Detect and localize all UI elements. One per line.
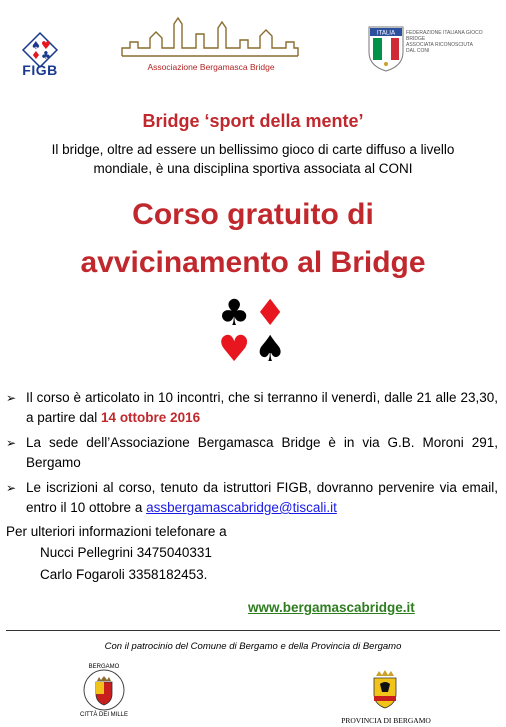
course-details-list <box>6 388 498 523</box>
email-link[interactable]: assbergamascabridge@tiscali.it <box>146 500 337 515</box>
patronage-text: Con il patrocinio del Comune di Bergamo e della Provincia di Bergamo <box>104 641 402 652</box>
website-link[interactable]: www.bergamascabridge.it <box>248 600 415 615</box>
contact-2: Carlo Fogaroli 3358182453. <box>40 567 208 582</box>
intro-text <box>0 140 506 178</box>
contact-1: Nucci Pellegrini 3475040331 <box>40 545 212 560</box>
coni-text <box>406 30 496 54</box>
intro-line: mondiale, è una disciplina sportiva associata al CONI <box>93 161 413 176</box>
bergamo-city-crest <box>82 668 126 712</box>
spades-suit-icon: ♠ <box>254 329 287 370</box>
svg-text:♦: ♦ <box>31 49 41 62</box>
registration-text: Le iscrizioni al corso, tenuto da istruttori FIGB, dovranno pervenire via email, entro il 10 ottobre a <box>26 480 498 515</box>
bergamo-bottom-text: CITTÀ DEI MILLE <box>79 712 128 718</box>
svg-text:♣: ♣ <box>41 49 51 62</box>
divider <box>6 630 500 631</box>
subtitle: Bridge ‘sport della mente’ <box>142 111 364 131</box>
svg-text:♥: ♥ <box>41 39 51 52</box>
list-item <box>6 388 498 428</box>
bergamo-top-text: BERGAMO <box>88 664 120 670</box>
bergamo-crest-label <box>72 664 136 718</box>
arrow-bullet-icon: ➢ <box>6 391 17 405</box>
coni-line: ASSOCIATA RICONOSCIUTA <box>406 42 473 48</box>
list-item <box>6 433 498 473</box>
schedule-text: Il corso è articolato in 10 incontri, che si terranno il venerdì, dalle 21 alle 23,30, a partire dal <box>26 390 498 425</box>
diamonds-suit-icon: ♦ <box>254 293 287 334</box>
clubs-suit-icon: ♣ <box>218 293 251 334</box>
coni-line: FEDERAZIONE ITALIANA GIOCO BRIDGE <box>406 30 483 42</box>
start-date: 14 ottobre 2016 <box>101 410 201 425</box>
provincia-crest <box>370 668 400 710</box>
coni-line: DAL CONI <box>406 48 430 54</box>
list-item <box>6 478 498 518</box>
svg-text:♠: ♠ <box>31 39 41 52</box>
main-title-line-2: avvicinamento al Bridge <box>80 246 426 279</box>
arrow-bullet-icon: ➢ <box>6 481 17 495</box>
arrow-bullet-icon: ➢ <box>6 436 17 450</box>
figb-label: FIGB <box>22 62 58 78</box>
provincia-label: PROVINCIA DI BERGAMO <box>341 716 431 725</box>
main-title-line-1: Corso gratuito di <box>132 198 374 231</box>
association-name: Associazione Bergamasca Bridge <box>147 62 275 72</box>
venue-text: La sede dell’Associazione Bergamasca Bridge è in via G.B. Moroni 291, Bergamo <box>26 435 498 470</box>
intro-line: Il bridge, oltre ad essere un bellissimo gioco di carte diffuso a livello <box>51 142 455 157</box>
coni-shield-logo <box>368 26 404 72</box>
hearts-suit-icon: ♥ <box>218 329 251 370</box>
coni-flag-label: ITALIA <box>376 29 396 37</box>
association-skyline-logo <box>120 12 300 58</box>
info-label: Per ulteriori informazioni telefonare a <box>6 524 227 539</box>
